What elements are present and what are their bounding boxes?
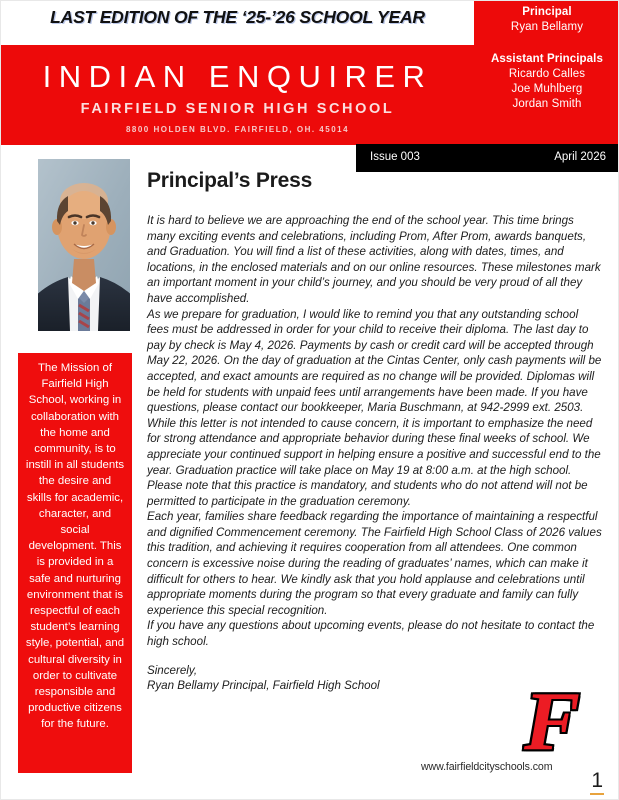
article-paragraph: Each year, families share feedback regarding the importance of maintaining a respectful and dignified Commencement ceremony. The Fairfield High School Class of 2026 values this tradition, and achieving it requires cooperation from all attendees. One common concern is excessive noise during the reading of graduates’ names, which can make it difficult for others to hear. We kindly ask that you hold applause and celebrations until appropriate moments during the program so that every graduate and family can fully experience this special recognition. [147,510,602,617]
issue-date: April 2026 [554,151,606,163]
article-title: Principal’s Press [147,169,313,192]
assistant-principal-name: Ricardo Calles [508,68,586,80]
assistant-principals-heading: Assistant Principals [491,53,603,65]
fairfield-f-logo [524,675,586,768]
article-paragraph: It is hard to believe we are approaching the end of the school year. This time brings many exciting events and celebrations, including Prom, After Prom, awards banquets, and Graduation. You will find a list of these activities, along with dates, times, and locations, in the enclosed materials and on our online resources. These milestones mark an important moment in your child’s journey, and you should be very proud of all they have accomplished. [147,214,601,305]
article-body [147,213,602,694]
issue-number: Issue 003 [370,151,420,163]
assistant-principal-name: Joe Muhlberg [511,83,583,95]
assistant-principal-name: Jordan Smith [512,98,582,110]
signature-spacer [147,650,602,663]
article-signature: Ryan Bellamy Principal, Fairfield High School [147,679,380,693]
assistant-principals-block [474,53,619,110]
publication-title: INDIAN ENQUIRER [42,59,433,94]
edition-headline: LAST EDITION OF THE ‘25-’26 SCHOOL YEAR [50,7,425,27]
principal-name: Ryan Bellamy [510,21,584,33]
page-number: 1 [590,769,604,795]
article-paragraph: As we prepare for graduation, I would like to remind you that any outstanding school fees must be addressed in order for your child to receive their diploma. The last day to pay by check is May 4, 2026. Payments by cash or credit card will be accepted through May 22, 2026. On the day of graduation at the Cintas Center, only cash payments will be accepted, and exact amounts are required as no change will be provided. Diplomas will be held for students with unpaid fees until arrangements have been made. If you have questions, please contact our bookkeeper, Maria Buschmann, at 942-2999 ext. 2503. [147,307,602,415]
footer-website-url[interactable]: www.fairfieldcityschools.com [421,761,553,773]
article-paragraph: While this letter is not intended to cause concern, it is important to emphasize the need for strong attendance and appropriate behavior during these final weeks of school. We appreciate your continued support in helping ensure a positive and successful end to the year. Graduation practice will take place on May 19 at 8:00 a.m. at the high school. Please note that this practice is mandatory, and students who do not attend will not be permitted to participate in the graduation ceremony. [147,416,601,508]
article-signoff: Sincerely, [147,663,198,677]
school-name: FAIRFIELD SENIOR HIGH SCHOOL [80,101,395,117]
school-address: 8800 HOLDEN BLVD. FAIRFIELD, OH. 45014 [125,125,350,134]
administration-panel [474,1,619,145]
article-paragraph: If you have any questions about upcoming events, please do not hesitate to contact the high school. [147,619,595,649]
issue-bar [356,144,619,172]
principal-portrait-photo [38,159,130,331]
mission-statement-box [18,353,132,773]
f-logo-letter: F [524,675,581,768]
mission-statement-text: The Mission of Fairfield High School, working in collaboration with the home and community, is to instill in all students the desire and skills for academic, character, and social development. This is provided in a safe and nurturing environment that is respectful of each student’s learning style, potential, and cultural diversity in order to cultivate responsible and productive citizens for the future. [25,362,125,731]
principal-block [474,6,619,33]
principal-heading: Principal [522,6,572,18]
